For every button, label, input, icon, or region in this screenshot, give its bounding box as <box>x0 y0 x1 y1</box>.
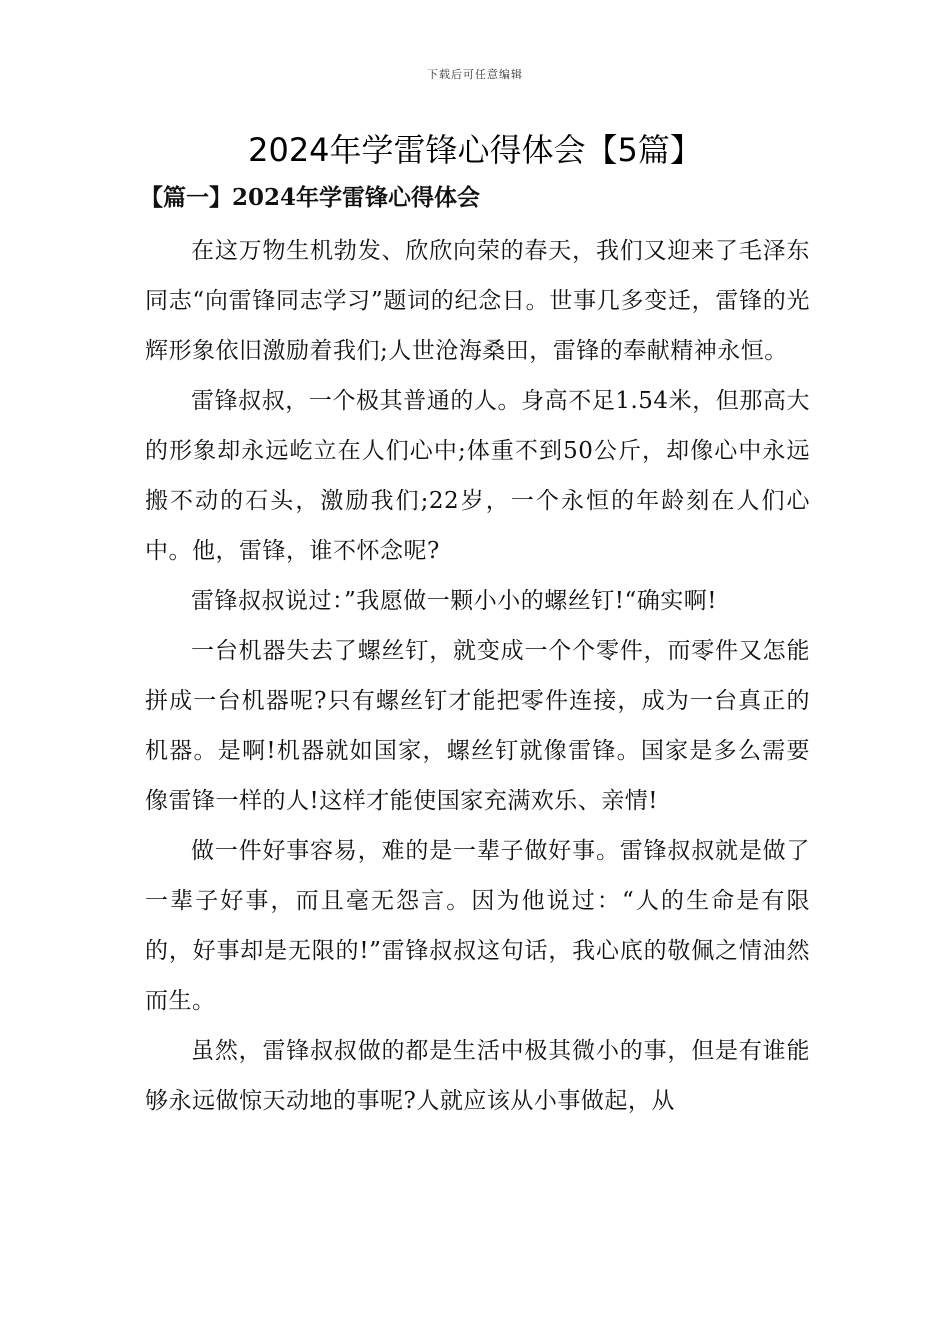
document-title: 2024年学雷锋心得体会【5篇】 <box>248 131 702 169</box>
paragraph-4: 一台机器失去了螺丝钉，就变成一个个零件，而零件又怎能拼成一台机器呢?只有螺丝钉才能把零件连接，成为一台真正的机器。是啊!机器就如国家，螺丝钉就像雷锋。国家是多么需要像雷锋一样的人!这样才能使国家充满欢乐、亲情! <box>145 638 810 814</box>
paragraph-6: 虽然，雷锋叔叔做的都是生活中极其微小的事，但是有谁能够永远做惊天动地的事呢?人就应该从小事做起，从 <box>145 1038 810 1114</box>
paragraph-3: 雷锋叔叔说过：”我愿做一颗小小的螺丝钉!“确实啊! <box>191 588 718 614</box>
paragraph-1: 在这万物生机勃发、欣欣向荣的春天，我们又迎来了毛泽东同志“向雷锋同志学习”题词的纪念日。世事几多变迁，雷锋的光辉形象依旧激励着我们;人世沧海桑田，雷锋的奉献精神永恒。 <box>145 238 810 364</box>
document-body <box>145 226 810 1126</box>
section-heading: 【篇一】2024年学雷锋心得体会 <box>140 184 481 211</box>
paragraph-2: 雷锋叔叔，一个极其普通的人。身高不足1.54米，但那高大的形象却永远屹立在人们心中;体重不到50公斤，却像心中永远搬不动的石头，激励我们;22岁，一个永恒的年龄刻在人们心中。他，雷锋，谁不怀念呢? <box>145 388 810 564</box>
paragraph-5: 做一件好事容易，难的是一辈子做好事。雷锋叔叔就是做了一辈子好事，而且毫无怨言。因为他说过：“人的生命是有限的，好事却是无限的!”雷锋叔叔这句话，我心底的敬佩之情油然而生。 <box>145 838 810 1014</box>
header-note: 下载后可任意编辑 <box>427 68 523 81</box>
